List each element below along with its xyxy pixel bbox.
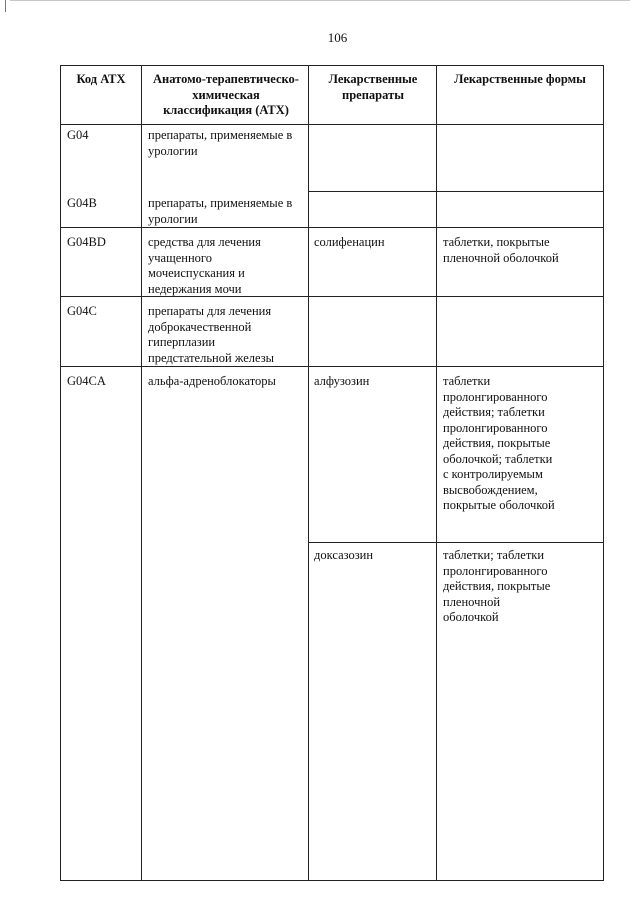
row-divider [60,296,604,297]
column-divider [141,65,142,881]
table-border-top [60,65,604,66]
classification-cell: средства для лечения учащенного мочеиспускания и недержания мочи [148,235,261,296]
code-cell: G04BD [67,235,106,249]
code-cell: G04CA [67,374,106,388]
dosage-form-cell: таблетки пролонгированного действия; таблетки пролонгированного действия, покрытые оболочкой; таблетки с контролируемым высвобождением, покрытые оболочкой [443,374,555,512]
column-divider [308,65,309,881]
classification-cell: альфа-адреноблокаторы [148,374,276,388]
scan-top-edge [10,0,630,1]
row-divider [308,191,604,192]
row-divider [60,124,604,125]
column-divider [436,65,437,881]
classification-cell: препараты для лечения доброкачественной гиперплазии предстательной железы [148,304,275,365]
dosage-form-cell: таблетки; таблетки пролонгированного действия, покрытые пленочной оболочкой [443,548,551,624]
classification-cell: препараты, применяемые в урологии [148,196,293,226]
header-forms: Лекарственные формы [454,72,586,86]
header-code: Код АТХ [76,72,126,86]
table-border-left [60,65,61,881]
code-cell: G04 [67,128,89,142]
atc-table [60,65,604,881]
header-drugs: Лекарственные препараты [328,72,418,102]
header-classification: Анатомо-терапевтическо-химическая классификация (АТХ) [153,72,299,117]
page-number: 106 [327,30,348,45]
row-divider [60,366,604,367]
row-divider [308,542,604,543]
drug-name-cell: доксазозин [314,548,374,562]
dosage-form-cell: таблетки, покрытые пленочной оболочкой [443,235,559,265]
table-border-bottom [60,880,604,881]
table-border-right [603,65,604,881]
code-cell: G04C [67,304,97,318]
drug-name-cell: солифенацин [314,235,385,249]
row-divider [60,227,604,228]
classification-cell: препараты, применяемые в урологии [148,128,293,158]
drug-name-cell: алфузозин [314,374,370,388]
code-cell: G04B [67,196,97,210]
scan-edge-mark [5,0,6,12]
